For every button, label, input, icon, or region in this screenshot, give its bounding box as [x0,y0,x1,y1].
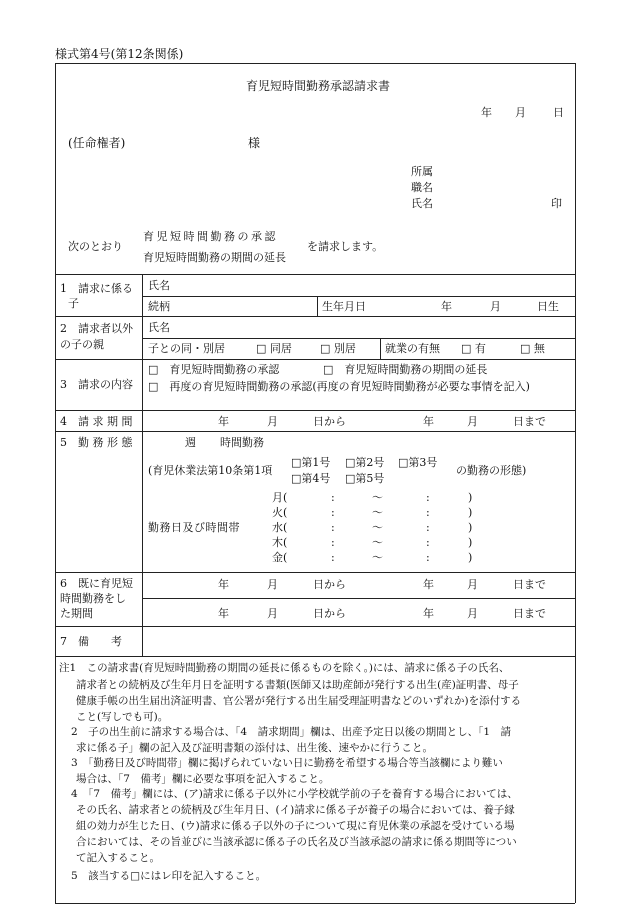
cohabit-separate-checkbox[interactable]: □ 別居 [320,342,356,355]
period-start-year: 年 [218,415,229,428]
applicant-position: 職名 [411,181,433,194]
start-colon: : [331,521,335,534]
item2-checkbox[interactable]: □第2号 [345,456,385,469]
employment-no-checkbox[interactable]: □ 無 [520,342,545,355]
period-end-year: 年 [423,415,434,428]
birth-month: 月 [490,300,501,313]
note3-line2: 場合は、「7 備考」欄に必要な事項を記入すること。 [76,773,330,785]
section1-label: 1 請求に係る [60,282,133,295]
end-colon: : [426,491,430,504]
note2-line2: 求に係る子」欄の記入及び証明書類の添付は、出生後、速やかに行うこと。 [76,742,433,754]
end-colon: : [426,551,430,564]
note3-line1: 3 「勤務日及び時間帯」欄に掲げられていない日に勤務を希望する場合等当該欄により難い [71,757,503,769]
range-tilde: ～ [372,521,383,534]
note4-line3: 組の効力が生じた日、(ウ)請求に係る子以外の子について現に育児休業の承認を受けている場 [76,820,515,832]
period-end-month: 月 [467,415,478,428]
section7-label: 7 備 考 [60,635,122,648]
content-reapproval-checkbox[interactable]: □ 再度の育児短時間勤務の承認(再度の育児短時間勤務が必要な事情を記入) [148,380,530,393]
close-paren: ) [468,491,473,504]
note1-line1: 注1 この請求書(育児短時間勤務の期間の延長に係るものを除く。)には、請求に係る子の氏名、 [59,662,510,674]
prior2-end-day: 日まで [513,607,546,620]
date-day: 日 [553,106,564,119]
content-approval-checkbox[interactable]: □ 育児短時間勤務の承認 [148,363,280,376]
content-extension-checkbox[interactable]: □ 育児短時間勤務の期間の延長 [323,363,488,376]
close-paren: ) [468,536,473,549]
section3-label: 3 請求の内容 [60,378,133,391]
note1-line4: こと(写しでも可)。 [76,711,169,723]
section2-label: 2 請求者以外 [60,322,133,335]
day-wed: 水( [272,521,288,534]
week-label: 週 [185,436,196,449]
applicant-name: 氏名 [411,197,433,210]
prior2-start-month: 月 [267,607,278,620]
parent-name-label: 氏名 [148,321,170,334]
range-tilde: ～ [372,506,383,519]
addressee-label: (任命権者) [68,136,126,150]
cohabitation-label: 子との同・別居 [148,342,225,355]
period-start-month: 月 [267,415,278,428]
prior1-end-month: 月 [467,578,478,591]
day-fri: 金( [272,551,288,564]
law-reference: (育児休業法第10条第1項 [148,464,273,477]
item1-checkbox[interactable]: □第1号 [291,456,331,469]
section6-label: 6 既に育児短 [60,577,133,590]
prior1-end-day: 日まで [513,578,546,591]
day-tue: 火( [272,506,288,519]
relationship-label: 続柄 [148,300,170,313]
section6-label-cont: 時間勤務をし [60,592,126,605]
section6-label-end: た期間 [60,607,93,620]
start-colon: : [331,506,335,519]
start-colon: : [331,536,335,549]
period-end-day: 日まで [513,415,546,428]
close-paren: ) [468,551,473,564]
applicant-affiliation: 所属 [411,165,433,178]
note4-line1: 4 「7 備考」欄には、(ア)請求に係る子以外に小学校就学前の子を養育する場合においては、 [71,788,518,800]
section1-label-cont: 子 [68,297,79,310]
form-number: 様式第4号(第12条関係) [55,47,184,61]
date-year: 年 [481,106,492,119]
prior1-start-year: 年 [218,578,229,591]
note4-line2: その氏名、請求者との続柄及び生年月日、(イ)請求に係る子が養子の場合においては、養子縁 [76,804,515,816]
employment-label: 就業の有無 [385,342,440,355]
close-paren: ) [468,521,473,534]
employment-yes-checkbox[interactable]: □ 有 [461,342,486,355]
hours-label: 時間勤務 [220,436,264,449]
period-start-day: 日から [313,415,346,428]
prior2-end-month: 月 [467,607,478,620]
range-tilde: ～ [372,491,383,504]
end-colon: : [426,521,430,534]
prior2-end-year: 年 [423,607,434,620]
cohabit-same-checkbox[interactable]: □ 同居 [256,342,292,355]
start-colon: : [331,491,335,504]
item5-checkbox[interactable]: □第5号 [345,472,385,485]
range-tilde: ～ [372,536,383,549]
section4-label: 4 請 求 期 間 [60,415,133,428]
section2-label-cont: の子の親 [60,338,104,351]
seal-mark: 印 [551,197,562,210]
note4-line5: て記入すること。 [76,852,160,864]
prior1-end-year: 年 [423,578,434,591]
day-mon: 月( [272,491,288,504]
note1-line2: 請求者との続柄及び生年月日を証明する書類(医師又は助産師が発行する出生(産)証明書、母子 [76,679,519,691]
prior1-start-day: 日から [313,578,346,591]
item3-checkbox[interactable]: □第3号 [398,456,438,469]
section5-label: 5 勤 務 形 態 [60,436,133,449]
request-prefix: 次のとおり [68,240,123,253]
prior2-start-day: 日から [313,607,346,620]
item4-checkbox[interactable]: □第4号 [291,472,331,485]
note2-line1: 2 子の出生前に請求する場合は、「4 請求期間」欄は、出産予定日以後の期間とし、「1 請 [71,726,512,738]
request-option-approval: 育児短時間勤務の承認 [143,230,278,243]
birth-day: 日生 [537,300,559,313]
request-option-extension: 育児短時間勤務の期間の延長 [143,251,286,264]
close-paren: ) [468,506,473,519]
birthdate-label: 生年月日 [322,300,366,313]
prior2-start-year: 年 [218,607,229,620]
note4-line4: 合においては、その旨並びに当該承認に係る子の氏名及び当該承認の請求に係る期間等につい [76,836,517,848]
start-colon: : [331,551,335,564]
schedule-label: 勤務日及び時間帯 [148,521,240,534]
request-suffix: を請求します。 [307,240,384,253]
date-month: 月 [515,106,526,119]
note1-line3: 健康手帳の出生届出済証明書、官公署が発行する出生届受理証明書などのいずれか)を添付する [76,695,522,707]
prior1-start-month: 月 [267,578,278,591]
end-colon: : [426,536,430,549]
birth-year: 年 [441,300,452,313]
form-title: 育児短時間勤務承認請求書 [246,79,391,93]
end-colon: : [426,506,430,519]
range-tilde: ～ [372,551,383,564]
addressee-honorific: 様 [248,136,261,150]
note5-line1: 5 該当する□にはレ印を記入すること。 [71,870,267,882]
day-thu: 木( [272,536,288,549]
child-name-label: 氏名 [148,279,170,292]
form-suffix: の勤務の形態) [456,464,527,477]
